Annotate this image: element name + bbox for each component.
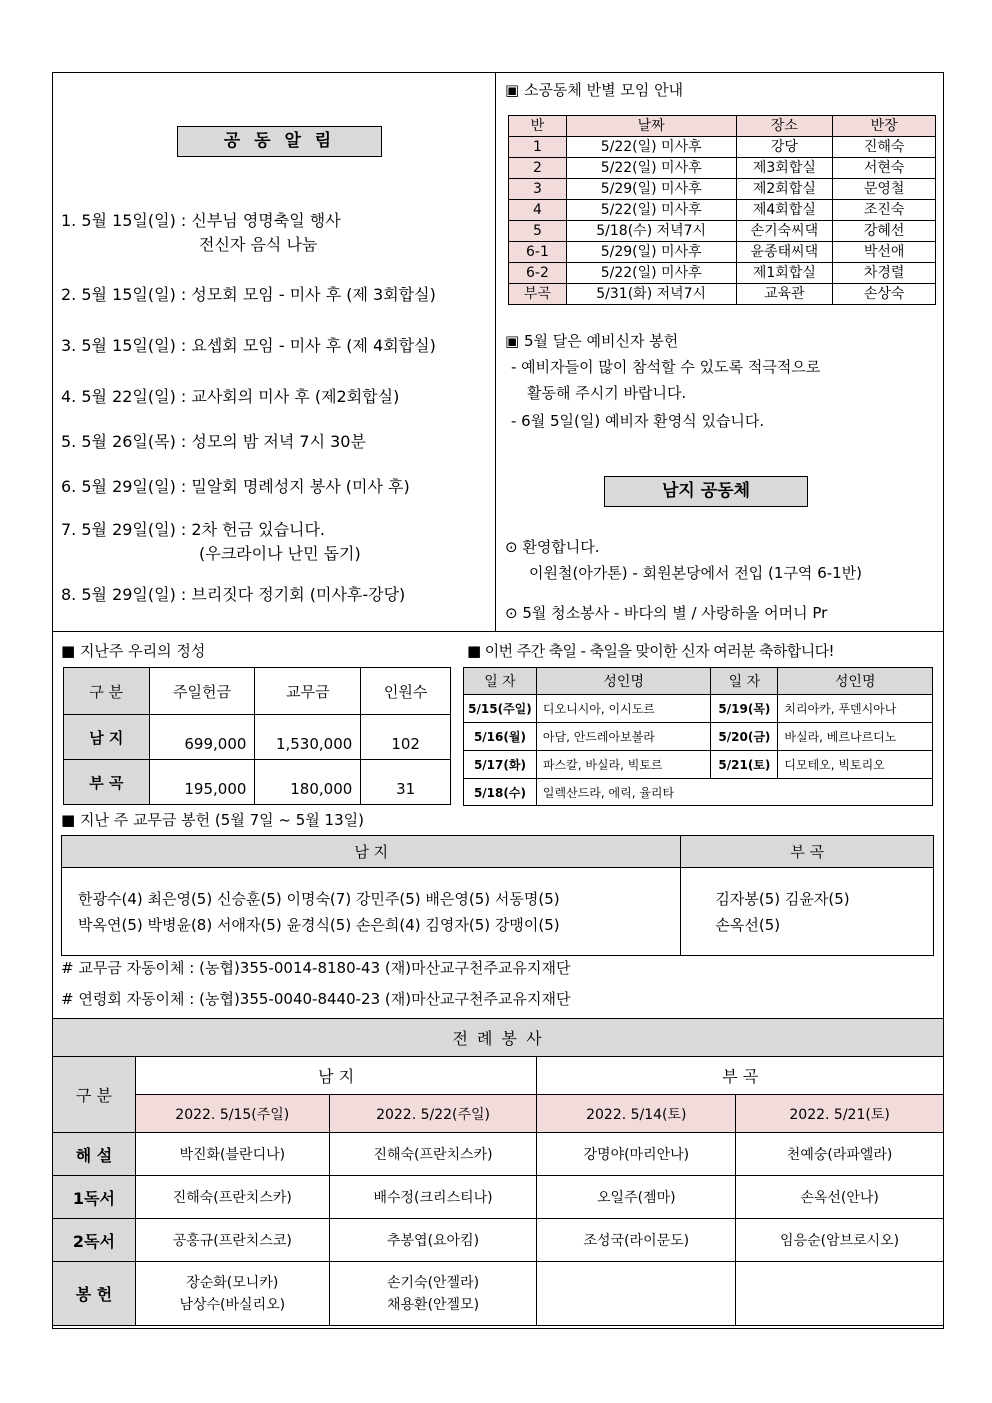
liturgy-cell: 조성국(라이문도)	[537, 1219, 736, 1262]
groups-row	[509, 158, 936, 179]
liturgy-offer-cell	[537, 1262, 736, 1326]
groups-cell: 5/22(일) 미사후	[566, 158, 736, 179]
namji-welcome: ⊙ 환영합니다.	[505, 538, 600, 556]
liturgy-title-row	[53, 1019, 944, 1057]
groups-cell: 5/31(화) 저녁7시	[566, 284, 736, 305]
offering-header-row	[64, 668, 451, 715]
announcement-8: 8. 5월 29일(일) : 브리짓다 정기회 (미사후-강당)	[61, 585, 406, 604]
dues-bugok-list: 김자봉(5) 김윤자(5) 손옥선(5)	[681, 868, 934, 956]
liturgy-cell: 공홍규(프란치스코)	[135, 1219, 329, 1262]
groups-cell: 제3회합실	[736, 158, 833, 179]
dues-namji-label: 남 지	[62, 836, 681, 868]
offering-row	[64, 715, 451, 760]
groups-row	[509, 200, 936, 221]
liturgy-cell: 진해숙(프란치스카)	[135, 1176, 329, 1219]
groups-cell: 5/29(일) 미사후	[566, 242, 736, 263]
offering-value: 699,000	[149, 715, 255, 760]
groups-cell: 손상숙	[833, 284, 936, 305]
feast-heading: ■ 이번 주간 축일 - 축일을 맞이한 신자 여러분 축하합니다!	[467, 642, 834, 660]
dues-body-row	[62, 868, 934, 956]
groups-header-date: 날짜	[566, 116, 736, 137]
liturgy-corner: 구 분	[53, 1057, 136, 1133]
announcement-3: 3. 5월 15일(일) : 요셉회 모임 - 미사 후 (제 4회합실)	[61, 336, 436, 355]
liturgy-date: 2022. 5/22(주일)	[329, 1095, 537, 1133]
groups-cell: 5/22(일) 미사후	[566, 200, 736, 221]
liturgy-bugok: 부 곡	[537, 1057, 944, 1095]
groups-cell: 서현숙	[833, 158, 936, 179]
offering-row	[64, 760, 451, 805]
offering-header-cell: 교무금	[255, 668, 361, 715]
offering-label: 부 곡	[64, 760, 150, 805]
groups-cell: 진해숙	[833, 137, 936, 158]
transfer-dues: # 교무금 자동이체 : (농협)355-0014-8180-43 (재)마산교구천주교유지재단	[61, 959, 571, 977]
feast-header-cell: 일 자	[711, 668, 778, 695]
dues-bugok-label: 부 곡	[681, 836, 934, 868]
offering-header-cell: 구 분	[64, 668, 150, 715]
dues-header-row	[62, 836, 934, 868]
groups-header-leader: 반장	[833, 116, 936, 137]
feast-saints: 치리아카, 푸덴시아나	[778, 695, 933, 723]
groups-header-place: 장소	[736, 116, 833, 137]
liturgy-dates-row	[53, 1095, 944, 1133]
feast-header-row	[464, 668, 933, 695]
liturgy-role: 해 설	[53, 1133, 136, 1176]
liturgy-offer-row	[53, 1262, 944, 1326]
catechumen-heading: ▣ 5월 달은 예비신자 봉헌	[505, 332, 679, 350]
namji-title: 남지 공동체	[604, 476, 808, 507]
catechumen-line1: - 예비자들이 많이 참석할 수 있도록 적극적으로	[511, 358, 821, 376]
namji-cleanup: ⊙ 5월 청소봉사 - 바다의 별 / 사랑하올 어머니 Pr	[505, 604, 828, 622]
announcement-5: 5. 5월 26일(목) : 성모의 밤 저녁 7시 30분	[61, 432, 366, 451]
groups-cell: 1	[509, 137, 567, 158]
liturgy-cell: 강명야(마리안나)	[537, 1133, 736, 1176]
liturgy-row	[53, 1219, 944, 1262]
feast-header-cell: 성인명	[536, 668, 711, 695]
offering-value: 195,000	[149, 760, 255, 805]
liturgy-row	[53, 1133, 944, 1176]
namji-welcome-detail: 이원철(아가톤) - 회원본당에서 전입 (1구역 6-1반)	[529, 564, 863, 582]
groups-cell: 부곡	[509, 284, 567, 305]
liturgy-cell: 배수정(크리스티나)	[329, 1176, 537, 1219]
groups-cell: 6-1	[509, 242, 567, 263]
groups-cell: 강혜선	[833, 221, 936, 242]
catechumen-block	[505, 328, 820, 434]
offering-value: 102	[361, 715, 451, 760]
groups-cell: 3	[509, 179, 567, 200]
offering-heading: ■ 지난주 우리의 정성	[61, 642, 206, 660]
liturgy-offer-cell	[736, 1262, 944, 1326]
announcement-6: 6. 5월 29일(일) : 밀알회 명례성지 봉사 (미사 후)	[61, 477, 410, 496]
feast-row	[464, 695, 933, 723]
liturgy-role: 2독서	[53, 1219, 136, 1262]
offering-value: 1,530,000	[255, 715, 361, 760]
groups-row	[509, 242, 936, 263]
groups-cell: 5/22(일) 미사후	[566, 137, 736, 158]
offering-header-cell: 인원수	[361, 668, 451, 715]
groups-cell: 제2회합실	[736, 179, 833, 200]
liturgy-title: 전 례 봉 사	[53, 1019, 944, 1057]
offering-table	[63, 667, 451, 805]
groups-table	[508, 115, 936, 305]
feast-header-cell: 일 자	[464, 668, 537, 695]
feast-saints: 아담, 안드레아보볼라	[536, 723, 711, 751]
liturgy-date: 2022. 5/15(주일)	[135, 1095, 329, 1133]
groups-row	[509, 221, 936, 242]
top-horizontal-divider	[53, 631, 943, 632]
announcement-1: 1. 5월 15일(일) : 신부님 영명축일 행사 전신자 음식 나눔	[61, 211, 341, 254]
bulletin-page	[52, 72, 944, 1329]
dues-namji-list: 한광수(4) 최은영(5) 신승훈(5) 이명숙(7) 강민주(5) 배은영(5) 서동명(5) 박옥연(5) 박병윤(8) 서애자(5) 윤경식(5) 손은희(4) 김영자(5) 강맹이(5)	[62, 868, 681, 956]
liturgy-cell: 오일주(젬마)	[537, 1176, 736, 1219]
groups-cell: 2	[509, 158, 567, 179]
groups-cell: 제1회합실	[736, 263, 833, 284]
groups-cell: 조진숙	[833, 200, 936, 221]
groups-cell: 문영철	[833, 179, 936, 200]
feast-date: 5/20(금)	[711, 723, 778, 751]
feast-saints: 디모테오, 빅토리오	[778, 751, 933, 779]
offering-value: 180,000	[255, 760, 361, 805]
groups-cell: 5	[509, 221, 567, 242]
groups-cell: 제4회합실	[736, 200, 833, 221]
liturgy-table	[52, 1018, 944, 1326]
liturgy-cell: 천예숭(라파엘라)	[736, 1133, 944, 1176]
feast-row	[464, 779, 933, 806]
transfer-funeral: # 연령회 자동이체 : (농협)355-0040-8440-23 (재)마산교구천주교유지재단	[61, 990, 571, 1008]
groups-row	[509, 137, 936, 158]
groups-cell: 4	[509, 200, 567, 221]
feast-date: 5/21(토)	[711, 751, 778, 779]
groups-cell: 5/18(수) 저녁7시	[566, 221, 736, 242]
offering-label: 남 지	[64, 715, 150, 760]
liturgy-role: 봉 헌	[53, 1262, 136, 1326]
dues-heading: ■ 지난 주 교무금 봉헌 (5월 7일 ~ 5월 13일)	[61, 811, 364, 829]
liturgy-cell: 손옥선(안나)	[736, 1176, 944, 1219]
liturgy-role: 1독서	[53, 1176, 136, 1219]
feast-row	[464, 751, 933, 779]
feast-saints: 디오니시아, 이시도르	[536, 695, 711, 723]
feast-date: 5/19(목)	[711, 695, 778, 723]
feast-saints: 파스칼, 바실라, 빅토르	[536, 751, 711, 779]
liturgy-offer-cell: 장순화(모니카) 남상수(바실리오)	[135, 1262, 329, 1326]
announcement-2: 2. 5월 15일(일) : 성모회 모임 - 미사 후 (제 3회합실)	[61, 285, 436, 304]
groups-cell: 5/22(일) 미사후	[566, 263, 736, 284]
groups-row	[509, 263, 936, 284]
liturgy-cell: 임응순(암브로시오)	[736, 1219, 944, 1262]
groups-cell: 6-2	[509, 263, 567, 284]
groups-cell: 교육관	[736, 284, 833, 305]
feast-saints: 일렉산드라, 에릭, 율리타	[536, 779, 932, 806]
liturgy-offer-cell: 손기숙(안젤라) 채용환(안젤모)	[329, 1262, 537, 1326]
groups-cell: 손기숙씨댁	[736, 221, 833, 242]
groups-cell: 5/29(일) 미사후	[566, 179, 736, 200]
liturgy-namji: 남 지	[135, 1057, 537, 1095]
offering-header-cell: 주일헌금	[149, 668, 255, 715]
liturgy-date: 2022. 5/14(토)	[537, 1095, 736, 1133]
feast-date: 5/15(주일)	[464, 695, 537, 723]
groups-cell: 윤종태씨댁	[736, 242, 833, 263]
groups-cell: 박선애	[833, 242, 936, 263]
liturgy-cell: 진해숙(프란치스카)	[329, 1133, 537, 1176]
liturgy-cell: 박진화(블란디나)	[135, 1133, 329, 1176]
top-vertical-divider	[495, 73, 496, 631]
announcement-4: 4. 5월 22일(일) : 교사회의 미사 후 (제2회합실)	[61, 387, 400, 406]
announcements-title: 공 동 알 림	[177, 126, 382, 157]
feast-date: 5/17(화)	[464, 751, 537, 779]
feast-row	[464, 723, 933, 751]
groups-header-ban: 반	[509, 116, 567, 137]
feast-date: 5/18(수)	[464, 779, 537, 806]
liturgy-row	[53, 1176, 944, 1219]
groups-cell: 차경렬	[833, 263, 936, 284]
liturgy-date: 2022. 5/21(토)	[736, 1095, 944, 1133]
feast-table	[463, 667, 933, 806]
feast-header-cell: 성인명	[778, 668, 933, 695]
liturgy-parish-row	[53, 1057, 944, 1095]
liturgy-cell: 추봉엽(요아킴)	[329, 1219, 537, 1262]
dues-table	[61, 835, 934, 956]
groups-cell: 강당	[736, 137, 833, 158]
offering-value: 31	[361, 760, 451, 805]
announcement-7: 7. 5월 29일(일) : 2차 헌금 있습니다. (우크라이나 난민 돕기)	[61, 520, 361, 563]
feast-saints: 바실라, 베르나르디노	[778, 723, 933, 751]
feast-date: 5/16(월)	[464, 723, 537, 751]
catechumen-line2: 활동해 주시기 바랍니다.	[527, 384, 687, 402]
catechumen-line3: - 6월 5일(일) 예비자 환영식 있습니다.	[511, 412, 765, 430]
groups-row	[509, 284, 936, 305]
groups-row	[509, 179, 936, 200]
groups-heading: ▣ 소공동체 반별 모임 안내	[505, 81, 684, 99]
groups-header-row	[509, 116, 936, 137]
